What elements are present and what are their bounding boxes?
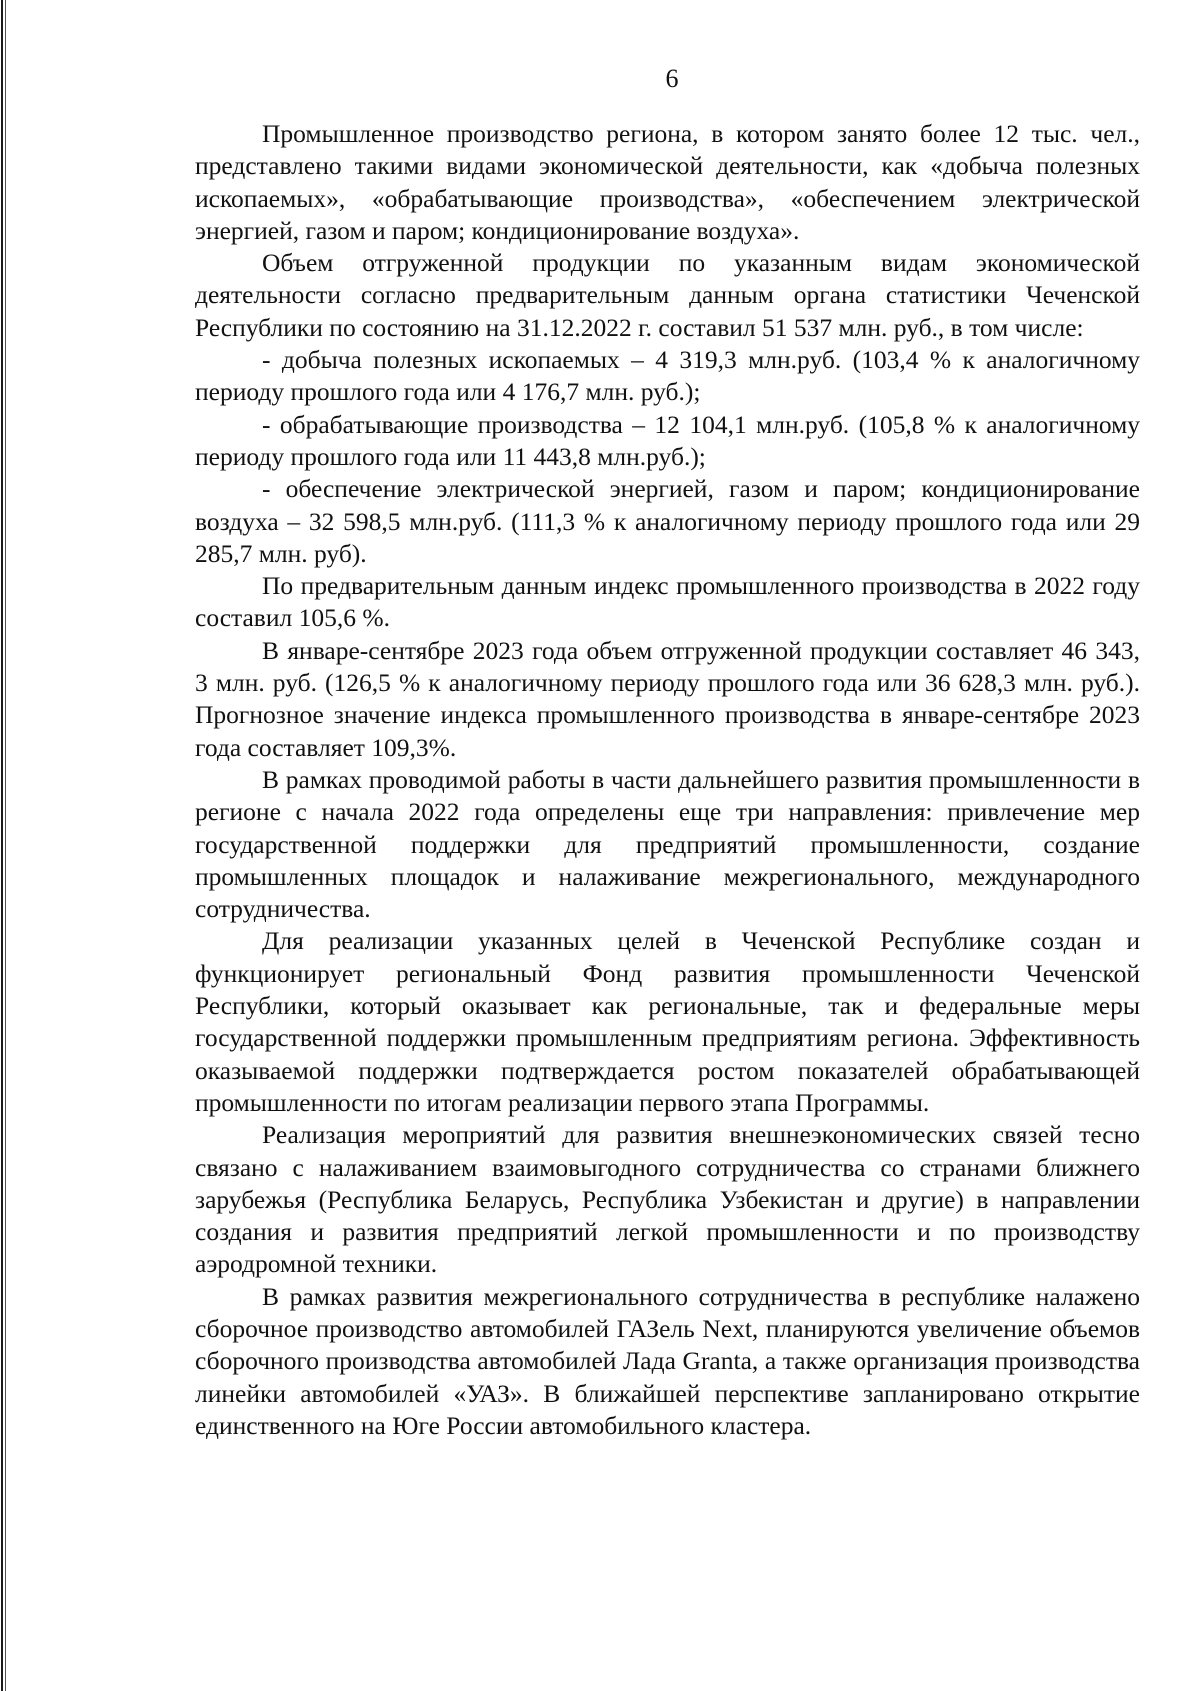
paragraph-shipped-products-2022: Объем отгруженной продукции по указанным видам экономической деятельности согласно предварительным данным органа статистики Чеченской Республики по состоянию на 31.12.2022 г. составил 51 537 млн. руб., в том числе:	[195, 248, 1140, 342]
paragraph-development-directions: В рамках проводимой работы в части дальнейшего развития промышленности в регионе с начала 2022 года определены еще три направления: привлечение мер государственной поддержки для предприятий промышленности, создание промышленных площадок и налаживание межрегионального, международного сотрудничества.	[195, 764, 1140, 924]
paragraph-industry-fund: Для реализации указанных целей в Чеченской Республике создан и функционирует региональный Фонд развития промышленности Чеченской Республики, который оказывает как региональные, так и федеральные меры государственной поддержки промышленным предприятиям региона. Эффективность оказываемой поддержки подтверждается ростом показателей обрабатывающей промышленности по итогам реализации первого этапа Программы.	[195, 926, 1140, 1117]
paragraph-production-index-2022: По предварительным данным индекс промышленного производства в 2022 году составил 105,6 %.	[195, 571, 1140, 633]
paragraph-foreign-economic: Реализация мероприятий для развития внешнеэкономических связей тесно связано с налаживанием взаимовыгодного сотрудничества со странами ближнего зарубежья (Республика Беларусь, Республика Узбекистан и другие) в направлении создания и развития предприятий легкой промышленности и по производству аэродромной техники.	[195, 1120, 1140, 1279]
scan-edge-line	[5, 0, 6, 1691]
scan-edge-line	[1, 0, 3, 1691]
scan-edge	[0, 0, 8, 1691]
paragraph-mining: - добыча полезных ископаемых – 4 319,3 млн.руб. (103,4 % к аналогичному периоду прошлого года или 4 176,7 млн. руб.);	[195, 345, 1140, 407]
paragraph-automotive: В рамках развития межрегионального сотрудничества в республике налажено сборочное производство автомобилей ГАЗель Next, планируются увеличение объемов сборочного производства автомобилей Лада Granta, а также организация производства линейки автомобилей «УАЗ». В ближайшей перспективе запланировано открытие единственного на Юге России автомобильного кластера.	[195, 1281, 1140, 1440]
page-number: 6	[665, 64, 679, 93]
paragraph-jan-sep-2023: В январе-сентябре 2023 года объем отгруженной продукции составляет 46 343, 3 млн. руб. (126,5 % к аналогичному периоду прошлого года или 36 628,3 млн. руб.). Прогнозное значение индекса промышленного производства в январе-сентябре 2023 года составляет 109,3%.	[195, 635, 1140, 762]
paragraph-energy-supply: - обеспечение электрической энергией, газом и паром; кондиционирование воздуха – 32 598,5 млн.руб. (111,3 % к аналогичному периоду прошлого года или 29 285,7 млн. руб).	[195, 474, 1140, 568]
paragraph-manufacturing: - обрабатывающие производства – 12 104,1 млн.руб. (105,8 % к аналогичному периоду прошлого года или 11 443,8 млн.руб.);	[195, 409, 1140, 471]
paragraph-industry-overview: Промышленное производство региона, в котором занято более 12 тыс. чел., представлено такими видами экономической деятельности, как «добыча полезных ископаемых», «обрабатывающие производства», «обеспечением электрической энергией, газом и паром; кондиционирование воздуха».	[195, 119, 1140, 245]
document-body	[195, 118, 1140, 1442]
